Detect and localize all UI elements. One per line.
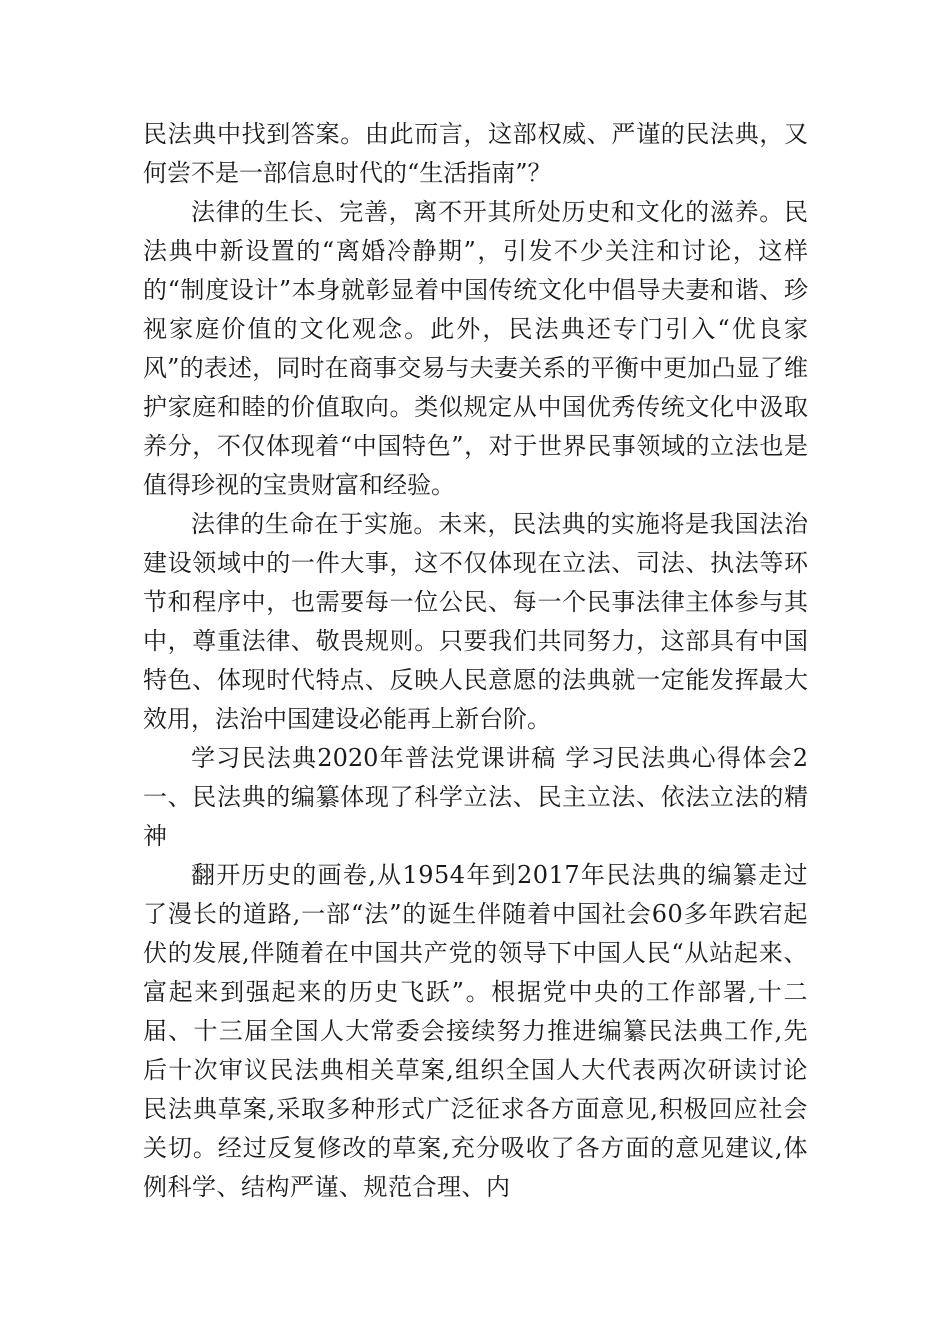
paragraph-law-implementation: 法律的生命在于实施。未来，民法典的实施将是我国法治建设领域中的一件大事，这不仅体现在立法、司法、执法等环节和程序中，也需要每一位公民、每一个民事法律主体参与其中，尊重法律、敬畏规则。只要我们共同努力，这部具有中国特色、体现时代特点、反映人民意愿的法典就一定能发挥最大效用，法治中国建设必能再上新台阶。 bbox=[143, 510, 808, 733]
paragraph-history: 翻开历史的画卷,从1954年到2017年民法典的编纂走过了漫长的道路,一部“法”的诞生伴随着中国社会60多年跌宕起伏的发展,伴随着在中国共产党的领导下中国人民“从站起来、富起来到强起来的历史飞跃”。根据党中央的工作部署,十二届、十三届全国人大常委会接续努力推进编纂民法典工作,先后十次审议民法典相关草案,组织全国人大代表两次研读讨论民法典草案,采取多种形式广泛征求各方面意见,积极回应社会关切。经过反复修改的草案,充分吸收了各方面的意见建议,体例科学、结构严谨、规范合理、内 bbox=[143, 861, 808, 1201]
paragraph-continuation: 民法典中找到答案。由此而言，这部权威、严谨的民法典，又何尝不是一部信息时代的“生活指南”？ bbox=[143, 120, 808, 187]
paragraph-law-culture: 法律的生长、完善，离不开其所处历史和文化的滋养。民法典中新设置的“离婚冷静期”，引发不少关注和讨论，这样的“制度设计”本身就彰显着中国传统文化中倡导夫妻和谐、珍视家庭价值的文化观念。此外，民法典还专门引入“优良家风”的表述，同时在商事交易与夫妻关系的平衡中更加凸显了维护家庭和睦的价值取向。类似规定从中国优秀传统文化中汲取养分，不仅体现着“中国特色”，对于世界民事领域的立法也是值得珍视的宝贵财富和经验。 bbox=[143, 198, 808, 499]
document-body bbox=[143, 115, 808, 1207]
paragraph-section-heading: 学习民法典2020年普法党课讲稿 学习民法典心得体会2一、民法典的编纂体现了科学立法、民主立法、依法立法的精神 bbox=[143, 744, 808, 850]
